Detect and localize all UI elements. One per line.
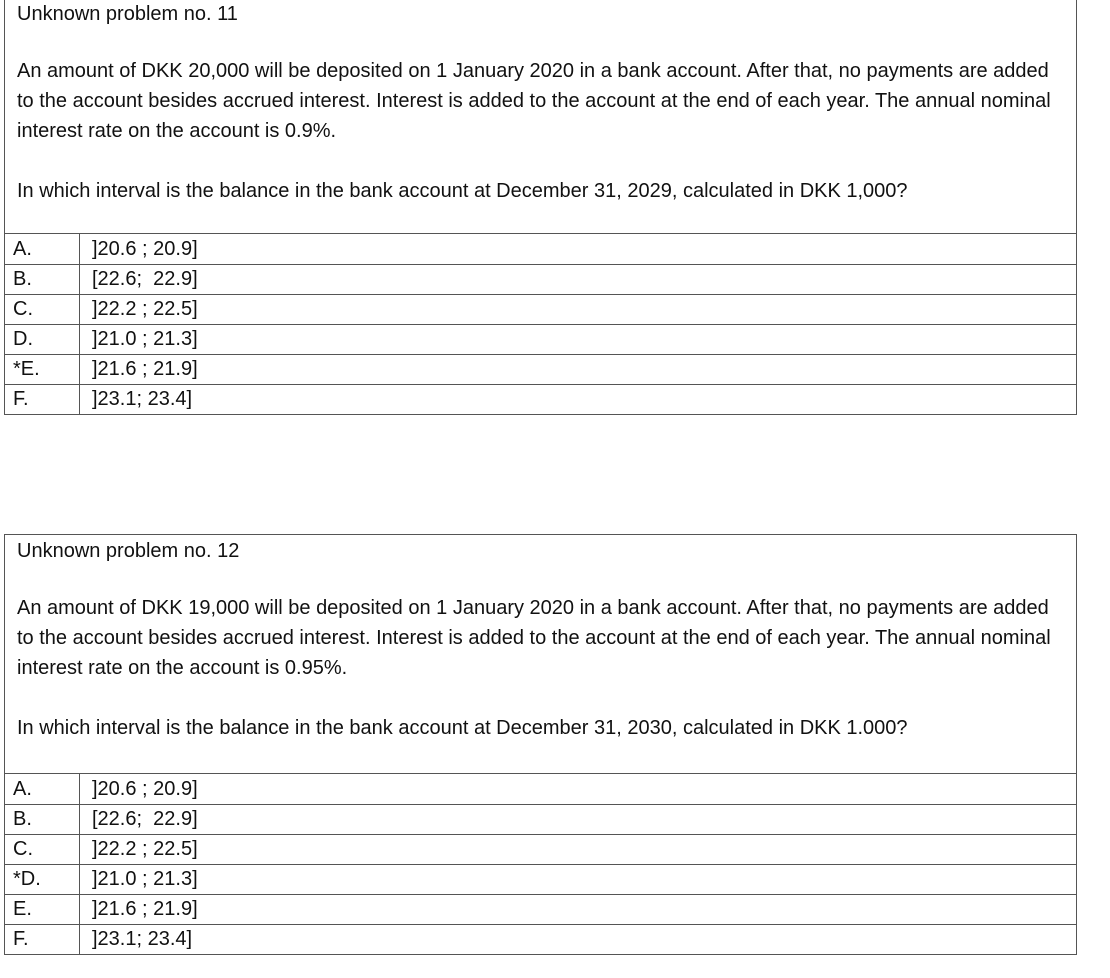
option-value: [22.6; 22.9]: [80, 804, 1077, 834]
option-value: ]20.6 ; 20.9]: [80, 234, 1077, 264]
option-letter: A.: [5, 774, 80, 804]
option-value: [22.6; 22.9]: [80, 264, 1077, 294]
option-value: ]21.6 ; 21.9]: [80, 354, 1077, 384]
option-row: [5, 354, 1077, 384]
option-letter: *E.: [5, 354, 80, 384]
option-row: [5, 264, 1077, 294]
option-row: [5, 234, 1077, 264]
problem-question: In which interval is the balance in the bank account at December 31, 2029, calculated in DKK 1,000?: [17, 180, 908, 202]
question-box: [4, 0, 1077, 234]
option-letter: C.: [5, 834, 80, 864]
problem-question: In which interval is the balance in the bank account at December 31, 2030, calculated in DKK 1.000?: [17, 717, 908, 739]
option-row: [5, 294, 1077, 324]
option-letter: C.: [5, 294, 80, 324]
option-row: [5, 834, 1077, 864]
problem-12: [4, 534, 1077, 955]
option-letter: *D.: [5, 864, 80, 894]
option-value: ]23.1; 23.4]: [80, 924, 1077, 954]
question-box: [4, 534, 1077, 774]
option-value: ]22.2 ; 22.5]: [80, 294, 1077, 324]
option-row: [5, 324, 1077, 354]
problem-paragraph: An amount of DKK 20,000 will be deposited on 1 January 2020 in a bank account. After that, no payments are added to the account besides accrued interest. Interest is added to the account at the end of each year. The annual nominal interest rate on the account is 0.9%.: [17, 60, 1051, 142]
option-letter: B.: [5, 264, 80, 294]
option-value: ]21.0 ; 21.3]: [80, 324, 1077, 354]
option-letter: B.: [5, 804, 80, 834]
problem-title: Unknown problem no. 12: [17, 540, 240, 562]
problem-paragraph: An amount of DKK 19,000 will be deposited on 1 January 2020 in a bank account. After that, no payments are added to the account besides accrued interest. Interest is added to the account at the end of each year. The annual nominal interest rate on the account is 0.95%.: [17, 597, 1051, 679]
option-value: ]21.6 ; 21.9]: [80, 894, 1077, 924]
options-table: [4, 234, 1077, 415]
option-row: [5, 924, 1077, 954]
option-row: [5, 894, 1077, 924]
option-row: [5, 384, 1077, 414]
option-row: [5, 804, 1077, 834]
option-letter: E.: [5, 894, 80, 924]
problem-title: Unknown problem no. 11: [17, 3, 238, 25]
option-value: ]21.0 ; 21.3]: [80, 864, 1077, 894]
option-value: ]20.6 ; 20.9]: [80, 774, 1077, 804]
problem-11: [4, 0, 1077, 415]
option-row: [5, 864, 1077, 894]
option-row: [5, 774, 1077, 804]
options-table: [4, 774, 1077, 955]
option-letter: F.: [5, 384, 80, 414]
option-letter: D.: [5, 324, 80, 354]
option-letter: A.: [5, 234, 80, 264]
option-letter: F.: [5, 924, 80, 954]
option-value: ]23.1; 23.4]: [80, 384, 1077, 414]
option-value: ]22.2 ; 22.5]: [80, 834, 1077, 864]
